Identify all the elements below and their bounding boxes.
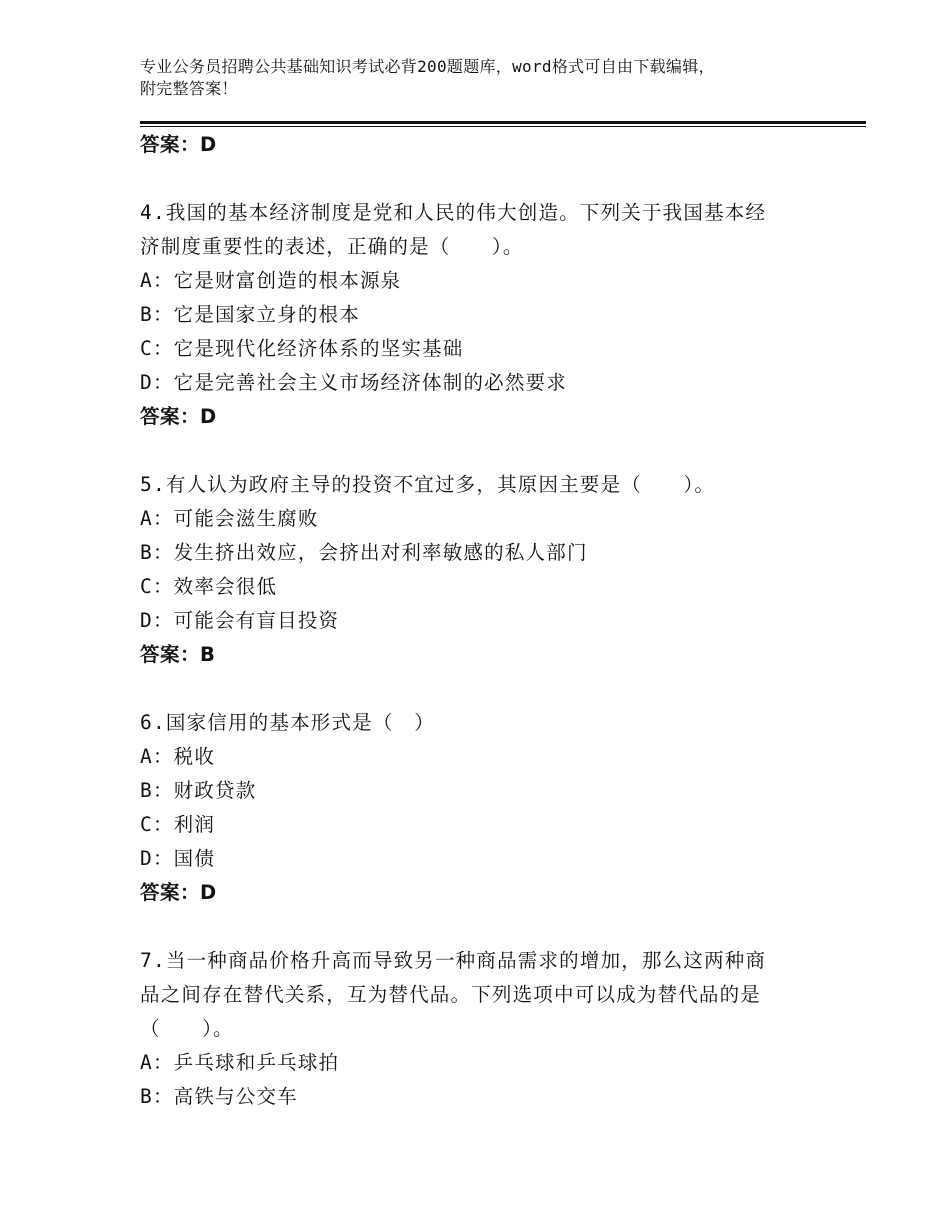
answer-line: 答案：B <box>140 643 216 666</box>
question-text: 4.我国的基本经济制度是党和人民的伟大创造。下列关于我国基本经 <box>140 201 767 224</box>
header-rule-thick <box>140 121 866 124</box>
question-text: 品之间存在替代关系，互为替代品。下列选项中可以成为替代品的是 <box>140 983 762 1006</box>
question-text: 6.国家信用的基本形式是（ ） <box>140 711 435 734</box>
option-a: A：乒乓球和乒乓球拍 <box>140 1051 340 1074</box>
question-text: 7.当一种商品价格升高而导致另一种商品需求的增加，那么这两种商 <box>140 949 767 972</box>
answer-line: 答案：D <box>140 881 217 904</box>
header-line-1: 专业公务员招聘公共基础知识考试必背200题题库，word格式可自由下载编辑， <box>140 57 715 76</box>
question-5 <box>140 468 820 672</box>
answer-line: 答案：D <box>140 405 217 428</box>
question-text: 5.有人认为政府主导的投资不宜过多，其原因主要是（ ）。 <box>140 473 716 496</box>
option-b: B：财政贷款 <box>140 779 257 802</box>
spacer <box>140 672 820 706</box>
header-line-2: 附完整答案！ <box>140 79 238 98</box>
spacer <box>140 162 820 196</box>
answer-line: 答案：D <box>140 133 217 156</box>
option-d: D：国债 <box>140 847 216 870</box>
option-b: B：高铁与公交车 <box>140 1085 298 1108</box>
option-b: B：它是国家立身的根本 <box>140 303 360 326</box>
option-a: A：可能会滋生腐败 <box>140 507 319 530</box>
option-c: C：它是现代化经济体系的坚实基础 <box>140 337 464 360</box>
document-header <box>140 56 820 100</box>
option-d: D：它是完善社会主义市场经济体制的必然要求 <box>140 371 567 394</box>
option-b: B：发生挤出效应，会挤出对利率敏感的私人部门 <box>140 541 588 564</box>
option-c: C：效率会很低 <box>140 575 278 598</box>
option-c: C：利润 <box>140 813 216 836</box>
question-6 <box>140 706 820 910</box>
option-a: A：它是财富创造的根本源泉 <box>140 269 402 292</box>
spacer <box>140 910 820 944</box>
question-7 <box>140 944 820 1114</box>
option-a: A：税收 <box>140 745 216 768</box>
header-rule-thin <box>140 126 866 127</box>
question-4 <box>140 196 820 434</box>
spacer <box>140 434 820 468</box>
option-d: D：可能会有盲目投资 <box>140 609 340 632</box>
question-text: （ ）。 <box>140 1017 234 1040</box>
question-text: 济制度重要性的表述，正确的是（ ）。 <box>140 235 524 258</box>
document-body <box>140 128 820 1114</box>
